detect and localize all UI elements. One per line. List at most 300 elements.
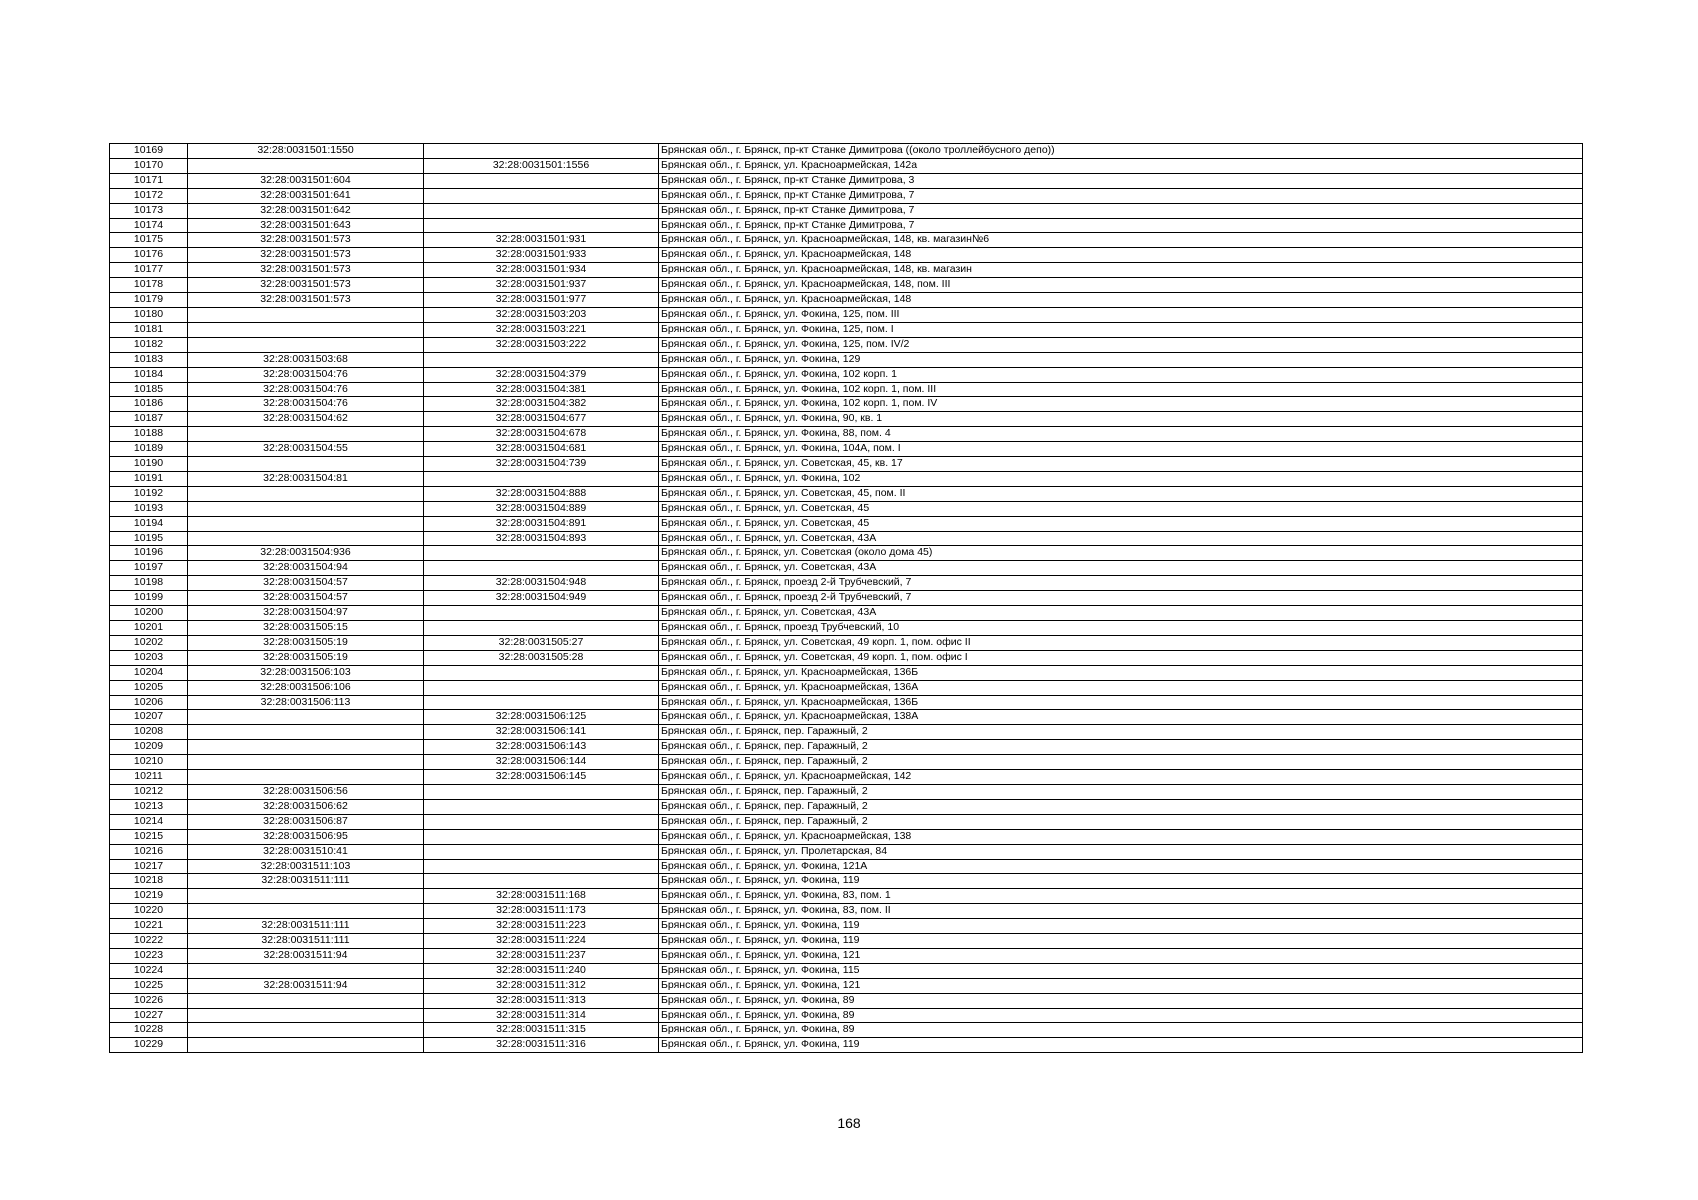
- row-number-cell: 10187: [110, 412, 188, 427]
- table-row: [110, 248, 1583, 263]
- object-cadastral-number-cell: 32:28:0031506:145: [424, 770, 659, 785]
- object-cadastral-number-cell: 32:28:0031504:379: [424, 367, 659, 382]
- address-cell: Брянская обл., г. Брянск, ул. Фокина, 89: [659, 1023, 1583, 1038]
- object-cadastral-number-cell: [424, 471, 659, 486]
- parcel-cadastral-number-cell: 32:28:0031501:573: [188, 293, 424, 308]
- object-cadastral-number-cell: 32:28:0031503:222: [424, 337, 659, 352]
- address-cell: Брянская обл., г. Брянск, ул. Фокина, 129: [659, 352, 1583, 367]
- table-row: [110, 278, 1583, 293]
- address-cell: Брянская обл., г. Брянск, ул. Фокина, 88, пом. 4: [659, 427, 1583, 442]
- object-cadastral-number-cell: 32:28:0031511:314: [424, 1008, 659, 1023]
- address-cell: Брянская обл., г. Брянск, ул. Красноармейская, 148, кв. магазин№6: [659, 233, 1583, 248]
- table-row: [110, 799, 1583, 814]
- address-cell: Брянская обл., г. Брянск, ул. Фокина, 104А, пом. I: [659, 442, 1583, 457]
- table-row: [110, 173, 1583, 188]
- address-cell: Брянская обл., г. Брянск, ул. Фокина, 125, пом. IV/2: [659, 337, 1583, 352]
- parcel-cadastral-number-cell: 32:28:0031504:55: [188, 442, 424, 457]
- address-cell: Брянская обл., г. Брянск, пер. Гаражный, 2: [659, 799, 1583, 814]
- table-row: [110, 144, 1583, 159]
- address-cell: Брянская обл., г. Брянск, ул. Фокина, 119: [659, 874, 1583, 889]
- parcel-cadastral-number-cell: [188, 457, 424, 472]
- parcel-cadastral-number-cell: [188, 158, 424, 173]
- address-cell: Брянская обл., г. Брянск, ул. Советская, 49 корп. 1, пом. офис I: [659, 650, 1583, 665]
- table-row: [110, 397, 1583, 412]
- parcel-cadastral-number-cell: 32:28:0031505:15: [188, 621, 424, 636]
- address-cell: Брянская обл., г. Брянск, ул. Фокина, 89: [659, 1008, 1583, 1023]
- parcel-cadastral-number-cell: 32:28:0031504:81: [188, 471, 424, 486]
- object-cadastral-number-cell: 32:28:0031501:1556: [424, 158, 659, 173]
- row-number-cell: 10228: [110, 1023, 188, 1038]
- object-cadastral-number-cell: 32:28:0031504:948: [424, 576, 659, 591]
- parcel-cadastral-number-cell: [188, 307, 424, 322]
- address-cell: Брянская обл., г. Брянск, пер. Гаражный, 2: [659, 755, 1583, 770]
- object-cadastral-number-cell: 32:28:0031501:931: [424, 233, 659, 248]
- object-cadastral-number-cell: 32:28:0031511:313: [424, 993, 659, 1008]
- object-cadastral-number-cell: 32:28:0031511:316: [424, 1038, 659, 1053]
- table-row: [110, 1008, 1583, 1023]
- row-number-cell: 10205: [110, 680, 188, 695]
- address-cell: Брянская обл., г. Брянск, пер. Гаражный, 2: [659, 740, 1583, 755]
- object-cadastral-number-cell: [424, 352, 659, 367]
- row-number-cell: 10173: [110, 203, 188, 218]
- table-row: [110, 367, 1583, 382]
- row-number-cell: 10229: [110, 1038, 188, 1053]
- row-number-cell: 10206: [110, 695, 188, 710]
- table-row: [110, 263, 1583, 278]
- parcel-cadastral-number-cell: 32:28:0031501:573: [188, 248, 424, 263]
- parcel-cadastral-number-cell: 32:28:0031506:56: [188, 784, 424, 799]
- address-cell: Брянская обл., г. Брянск, ул. Советская, 43А: [659, 531, 1583, 546]
- table-row: [110, 635, 1583, 650]
- address-cell: Брянская обл., г. Брянск, ул. Советская (около дома 45): [659, 546, 1583, 561]
- table-row: [110, 919, 1583, 934]
- row-number-cell: 10192: [110, 486, 188, 501]
- row-number-cell: 10189: [110, 442, 188, 457]
- address-cell: Брянская обл., г. Брянск, ул. Фокина, 115: [659, 963, 1583, 978]
- table-row: [110, 680, 1583, 695]
- address-cell: Брянская обл., г. Брянск, ул. Красноармейская, 148, пом. III: [659, 278, 1583, 293]
- row-number-cell: 10213: [110, 799, 188, 814]
- parcel-cadastral-number-cell: 32:28:0031501:573: [188, 263, 424, 278]
- table-row: [110, 233, 1583, 248]
- object-cadastral-number-cell: 32:28:0031504:381: [424, 382, 659, 397]
- address-cell: Брянская обл., г. Брянск, ул. Красноармейская, 142: [659, 770, 1583, 785]
- address-cell: Брянская обл., г. Брянск, пер. Гаражный, 2: [659, 725, 1583, 740]
- object-cadastral-number-cell: 32:28:0031506:141: [424, 725, 659, 740]
- address-cell: Брянская обл., г. Брянск, ул. Советская, 45: [659, 501, 1583, 516]
- table-row: [110, 904, 1583, 919]
- row-number-cell: 10194: [110, 516, 188, 531]
- row-number-cell: 10184: [110, 367, 188, 382]
- address-cell: Брянская обл., г. Брянск, ул. Советская, 45, пом. II: [659, 486, 1583, 501]
- object-cadastral-number-cell: 32:28:0031511:315: [424, 1023, 659, 1038]
- table-row: [110, 725, 1583, 740]
- row-number-cell: 10193: [110, 501, 188, 516]
- parcel-cadastral-number-cell: 32:28:0031501:573: [188, 233, 424, 248]
- object-cadastral-number-cell: 32:28:0031511:224: [424, 934, 659, 949]
- address-cell: Брянская обл., г. Брянск, ул. Фокина, 125, пом. I: [659, 322, 1583, 337]
- address-cell: Брянская обл., г. Брянск, ул. Фокина, 119: [659, 919, 1583, 934]
- table-row: [110, 963, 1583, 978]
- row-number-cell: 10202: [110, 635, 188, 650]
- object-cadastral-number-cell: [424, 874, 659, 889]
- row-number-cell: 10217: [110, 859, 188, 874]
- row-number-cell: 10197: [110, 561, 188, 576]
- address-cell: Брянская обл., г. Брянск, ул. Фокина, 102 корп. 1, пом. III: [659, 382, 1583, 397]
- row-number-cell: 10175: [110, 233, 188, 248]
- address-cell: Брянская обл., г. Брянск, ул. Красноармейская, 136Б: [659, 695, 1583, 710]
- object-cadastral-number-cell: 32:28:0031503:221: [424, 322, 659, 337]
- parcel-cadastral-number-cell: 32:28:0031506:103: [188, 665, 424, 680]
- row-number-cell: 10178: [110, 278, 188, 293]
- object-cadastral-number-cell: [424, 695, 659, 710]
- object-cadastral-number-cell: [424, 606, 659, 621]
- row-number-cell: 10196: [110, 546, 188, 561]
- table-row: [110, 516, 1583, 531]
- object-cadastral-number-cell: 32:28:0031511:168: [424, 889, 659, 904]
- table-row: [110, 755, 1583, 770]
- page-number: 168: [837, 1115, 861, 1131]
- address-cell: Брянская обл., г. Брянск, ул. Красноармейская, 138А: [659, 710, 1583, 725]
- parcel-cadastral-number-cell: 32:28:0031501:573: [188, 278, 424, 293]
- table-row: [110, 486, 1583, 501]
- table-row: [110, 606, 1583, 621]
- object-cadastral-number-cell: 32:28:0031503:203: [424, 307, 659, 322]
- address-cell: Брянская обл., г. Брянск, ул. Фокина, 89: [659, 993, 1583, 1008]
- address-cell: Брянская обл., г. Брянск, ул. Фокина, 83, пом. 1: [659, 889, 1583, 904]
- table-row: [110, 561, 1583, 576]
- address-cell: Брянская обл., г. Брянск, ул. Фокина, 121: [659, 948, 1583, 963]
- address-cell: Брянская обл., г. Брянск, ул. Советская, 43А: [659, 606, 1583, 621]
- parcel-cadastral-number-cell: 32:28:0031501:643: [188, 218, 424, 233]
- object-cadastral-number-cell: [424, 218, 659, 233]
- table-row: [110, 188, 1583, 203]
- object-cadastral-number-cell: 32:28:0031504:949: [424, 591, 659, 606]
- address-cell: Брянская обл., г. Брянск, пр-кт Станке Димитрова, 7: [659, 218, 1583, 233]
- row-number-cell: 10204: [110, 665, 188, 680]
- row-number-cell: 10227: [110, 1008, 188, 1023]
- parcel-cadastral-number-cell: 32:28:0031511:103: [188, 859, 424, 874]
- table-row: [110, 591, 1583, 606]
- row-number-cell: 10186: [110, 397, 188, 412]
- address-cell: Брянская обл., г. Брянск, пр-кт Станке Димитрова ((около троллейбусного депо)): [659, 144, 1583, 159]
- row-number-cell: 10183: [110, 352, 188, 367]
- table-row: [110, 993, 1583, 1008]
- table-row: [110, 1038, 1583, 1053]
- table-row: [110, 442, 1583, 457]
- object-cadastral-number-cell: [424, 859, 659, 874]
- row-number-cell: 10181: [110, 322, 188, 337]
- parcel-cadastral-number-cell: 32:28:0031506:87: [188, 814, 424, 829]
- table-row: [110, 337, 1583, 352]
- object-cadastral-number-cell: [424, 621, 659, 636]
- row-number-cell: 10174: [110, 218, 188, 233]
- parcel-cadastral-number-cell: [188, 904, 424, 919]
- parcel-cadastral-number-cell: 32:28:0031504:57: [188, 591, 424, 606]
- table-row: [110, 948, 1583, 963]
- object-cadastral-number-cell: [424, 784, 659, 799]
- table-row: [110, 546, 1583, 561]
- address-cell: Брянская обл., г. Брянск, ул. Фокина, 119: [659, 934, 1583, 949]
- table-row: [110, 934, 1583, 949]
- parcel-cadastral-number-cell: 32:28:0031511:111: [188, 874, 424, 889]
- parcel-cadastral-number-cell: [188, 427, 424, 442]
- table-row: [110, 621, 1583, 636]
- parcel-cadastral-number-cell: [188, 725, 424, 740]
- table-row: [110, 307, 1583, 322]
- address-cell: Брянская обл., г. Брянск, ул. Фокина, 121А: [659, 859, 1583, 874]
- address-cell: Брянская обл., г. Брянск, ул. Фокина, 102: [659, 471, 1583, 486]
- table-row: [110, 844, 1583, 859]
- row-number-cell: 10180: [110, 307, 188, 322]
- address-cell: Брянская обл., г. Брянск, ул. Фокина, 102 корп. 1: [659, 367, 1583, 382]
- object-cadastral-number-cell: [424, 546, 659, 561]
- row-number-cell: 10226: [110, 993, 188, 1008]
- address-cell: Брянская обл., г. Брянск, ул. Фокина, 125, пом. III: [659, 307, 1583, 322]
- address-cell: Брянская обл., г. Брянск, пер. Гаражный, 2: [659, 814, 1583, 829]
- row-number-cell: 10190: [110, 457, 188, 472]
- row-number-cell: 10191: [110, 471, 188, 486]
- row-number-cell: 10214: [110, 814, 188, 829]
- row-number-cell: 10209: [110, 740, 188, 755]
- parcel-cadastral-number-cell: 32:28:0031506:62: [188, 799, 424, 814]
- object-cadastral-number-cell: [424, 680, 659, 695]
- parcel-cadastral-number-cell: [188, 337, 424, 352]
- parcel-cadastral-number-cell: 32:28:0031504:57: [188, 576, 424, 591]
- address-cell: Брянская обл., г. Брянск, ул. Советская, 49 корп. 1, пом. офис II: [659, 635, 1583, 650]
- address-cell: Брянская обл., г. Брянск, пр-кт Станке Димитрова, 3: [659, 173, 1583, 188]
- row-number-cell: 10199: [110, 591, 188, 606]
- row-number-cell: 10172: [110, 188, 188, 203]
- parcel-cadastral-number-cell: 32:28:0031511:94: [188, 978, 424, 993]
- table-row: [110, 352, 1583, 367]
- parcel-cadastral-number-cell: 32:28:0031501:641: [188, 188, 424, 203]
- object-cadastral-number-cell: 32:28:0031504:678: [424, 427, 659, 442]
- parcel-cadastral-number-cell: [188, 710, 424, 725]
- parcel-cadastral-number-cell: 32:28:0031501:642: [188, 203, 424, 218]
- table-row: [110, 293, 1583, 308]
- address-cell: Брянская обл., г. Брянск, ул. Советская, 45: [659, 516, 1583, 531]
- table-row: [110, 695, 1583, 710]
- parcel-cadastral-number-cell: 32:28:0031506:95: [188, 829, 424, 844]
- address-cell: Брянская обл., г. Брянск, ул. Пролетарская, 84: [659, 844, 1583, 859]
- parcel-cadastral-number-cell: [188, 993, 424, 1008]
- parcel-cadastral-number-cell: 32:28:0031503:68: [188, 352, 424, 367]
- object-cadastral-number-cell: 32:28:0031504:739: [424, 457, 659, 472]
- address-cell: Брянская обл., г. Брянск, пер. Гаражный, 2: [659, 784, 1583, 799]
- table-row: [110, 650, 1583, 665]
- object-cadastral-number-cell: 32:28:0031506:144: [424, 755, 659, 770]
- row-number-cell: 10220: [110, 904, 188, 919]
- object-cadastral-number-cell: 32:28:0031504:889: [424, 501, 659, 516]
- row-number-cell: 10211: [110, 770, 188, 785]
- parcel-cadastral-number-cell: 32:28:0031506:106: [188, 680, 424, 695]
- parcel-cadastral-number-cell: 32:28:0031504:76: [188, 397, 424, 412]
- row-number-cell: 10225: [110, 978, 188, 993]
- row-number-cell: 10185: [110, 382, 188, 397]
- table-row: [110, 531, 1583, 546]
- parcel-cadastral-number-cell: 32:28:0031506:113: [188, 695, 424, 710]
- object-cadastral-number-cell: 32:28:0031501:937: [424, 278, 659, 293]
- table-row: [110, 859, 1583, 874]
- parcel-cadastral-number-cell: 32:28:0031504:76: [188, 382, 424, 397]
- parcel-cadastral-number-cell: [188, 770, 424, 785]
- object-cadastral-number-cell: [424, 173, 659, 188]
- parcel-cadastral-number-cell: [188, 486, 424, 501]
- row-number-cell: 10182: [110, 337, 188, 352]
- address-cell: Брянская обл., г. Брянск, ул. Красноармейская, 148: [659, 248, 1583, 263]
- address-cell: Брянская обл., г. Брянск, проезд Трубчевский, 10: [659, 621, 1583, 636]
- object-cadastral-number-cell: [424, 203, 659, 218]
- address-cell: Брянская обл., г. Брянск, ул. Фокина, 119: [659, 1038, 1583, 1053]
- table-row: [110, 784, 1583, 799]
- parcel-cadastral-number-cell: [188, 1038, 424, 1053]
- address-cell: Брянская обл., г. Брянск, ул. Красноармейская, 136А: [659, 680, 1583, 695]
- row-number-cell: 10198: [110, 576, 188, 591]
- address-cell: Брянская обл., г. Брянск, пр-кт Станке Димитрова, 7: [659, 188, 1583, 203]
- parcel-cadastral-number-cell: 32:28:0031504:936: [188, 546, 424, 561]
- parcel-cadastral-number-cell: 32:28:0031504:62: [188, 412, 424, 427]
- row-number-cell: 10210: [110, 755, 188, 770]
- table-row: [110, 1023, 1583, 1038]
- row-number-cell: 10195: [110, 531, 188, 546]
- parcel-cadastral-number-cell: 32:28:0031510:41: [188, 844, 424, 859]
- address-cell: Брянская обл., г. Брянск, проезд 2-й Трубчевский, 7: [659, 591, 1583, 606]
- parcel-cadastral-number-cell: 32:28:0031504:97: [188, 606, 424, 621]
- parcel-cadastral-number-cell: [188, 755, 424, 770]
- parcel-cadastral-number-cell: [188, 1008, 424, 1023]
- parcel-cadastral-number-cell: 32:28:0031505:19: [188, 635, 424, 650]
- table-row: [110, 665, 1583, 680]
- address-cell: Брянская обл., г. Брянск, ул. Советская, 45, кв. 17: [659, 457, 1583, 472]
- object-cadastral-number-cell: 32:28:0031504:888: [424, 486, 659, 501]
- table-row: [110, 710, 1583, 725]
- object-cadastral-number-cell: [424, 799, 659, 814]
- parcel-cadastral-number-cell: [188, 889, 424, 904]
- object-cadastral-number-cell: 32:28:0031504:893: [424, 531, 659, 546]
- object-cadastral-number-cell: 32:28:0031506:143: [424, 740, 659, 755]
- parcel-cadastral-number-cell: [188, 531, 424, 546]
- object-cadastral-number-cell: 32:28:0031501:933: [424, 248, 659, 263]
- address-cell: Брянская обл., г. Брянск, ул. Красноармейская, 148: [659, 293, 1583, 308]
- row-number-cell: 10203: [110, 650, 188, 665]
- parcel-cadastral-number-cell: [188, 963, 424, 978]
- registry-table: [109, 143, 1583, 1053]
- parcel-cadastral-number-cell: 32:28:0031505:19: [188, 650, 424, 665]
- object-cadastral-number-cell: 32:28:0031511:237: [424, 948, 659, 963]
- object-cadastral-number-cell: 32:28:0031504:681: [424, 442, 659, 457]
- parcel-cadastral-number-cell: [188, 322, 424, 337]
- table-row: [110, 322, 1583, 337]
- object-cadastral-number-cell: 32:28:0031504:382: [424, 397, 659, 412]
- object-cadastral-number-cell: 32:28:0031511:173: [424, 904, 659, 919]
- row-number-cell: 10188: [110, 427, 188, 442]
- row-number-cell: 10170: [110, 158, 188, 173]
- row-number-cell: 10219: [110, 889, 188, 904]
- table-row: [110, 471, 1583, 486]
- table-row: [110, 978, 1583, 993]
- object-cadastral-number-cell: 32:28:0031501:934: [424, 263, 659, 278]
- object-cadastral-number-cell: 32:28:0031504:677: [424, 412, 659, 427]
- row-number-cell: 10169: [110, 144, 188, 159]
- row-number-cell: 10222: [110, 934, 188, 949]
- parcel-cadastral-number-cell: 32:28:0031501:1550: [188, 144, 424, 159]
- table-row: [110, 889, 1583, 904]
- object-cadastral-number-cell: 32:28:0031511:240: [424, 963, 659, 978]
- table-row: [110, 740, 1583, 755]
- row-number-cell: 10224: [110, 963, 188, 978]
- object-cadastral-number-cell: [424, 844, 659, 859]
- object-cadastral-number-cell: 32:28:0031511:223: [424, 919, 659, 934]
- object-cadastral-number-cell: 32:28:0031504:891: [424, 516, 659, 531]
- table-row: [110, 158, 1583, 173]
- row-number-cell: 10212: [110, 784, 188, 799]
- table-row: [110, 814, 1583, 829]
- table-row: [110, 203, 1583, 218]
- parcel-cadastral-number-cell: 32:28:0031511:94: [188, 948, 424, 963]
- object-cadastral-number-cell: 32:28:0031511:312: [424, 978, 659, 993]
- row-number-cell: 10171: [110, 173, 188, 188]
- row-number-cell: 10218: [110, 874, 188, 889]
- parcel-cadastral-number-cell: [188, 1023, 424, 1038]
- row-number-cell: 10176: [110, 248, 188, 263]
- address-cell: Брянская обл., г. Брянск, ул. Красноармейская, 136Б: [659, 665, 1583, 680]
- row-number-cell: 10207: [110, 710, 188, 725]
- registry-table-body: [110, 144, 1583, 1053]
- parcel-cadastral-number-cell: 32:28:0031504:76: [188, 367, 424, 382]
- object-cadastral-number-cell: [424, 814, 659, 829]
- table-row: [110, 427, 1583, 442]
- table-row: [110, 412, 1583, 427]
- table-row: [110, 457, 1583, 472]
- table-row: [110, 829, 1583, 844]
- address-cell: Брянская обл., г. Брянск, пр-кт Станке Димитрова, 7: [659, 203, 1583, 218]
- parcel-cadastral-number-cell: 32:28:0031504:94: [188, 561, 424, 576]
- address-cell: Брянская обл., г. Брянск, ул. Красноармейская, 138: [659, 829, 1583, 844]
- address-cell: Брянская обл., г. Брянск, ул. Фокина, 90, кв. 1: [659, 412, 1583, 427]
- table-row: [110, 218, 1583, 233]
- address-cell: Брянская обл., г. Брянск, ул. Фокина, 83, пом. II: [659, 904, 1583, 919]
- row-number-cell: 10201: [110, 621, 188, 636]
- row-number-cell: 10208: [110, 725, 188, 740]
- address-cell: Брянская обл., г. Брянск, проезд 2-й Трубчевский, 7: [659, 576, 1583, 591]
- object-cadastral-number-cell: [424, 188, 659, 203]
- object-cadastral-number-cell: 32:28:0031501:977: [424, 293, 659, 308]
- row-number-cell: 10221: [110, 919, 188, 934]
- parcel-cadastral-number-cell: 32:28:0031511:111: [188, 919, 424, 934]
- table-row: [110, 770, 1583, 785]
- table-row: [110, 501, 1583, 516]
- object-cadastral-number-cell: [424, 665, 659, 680]
- object-cadastral-number-cell: [424, 829, 659, 844]
- parcel-cadastral-number-cell: [188, 516, 424, 531]
- object-cadastral-number-cell: 32:28:0031505:28: [424, 650, 659, 665]
- object-cadastral-number-cell: 32:28:0031506:125: [424, 710, 659, 725]
- row-number-cell: 10216: [110, 844, 188, 859]
- address-cell: Брянская обл., г. Брянск, ул. Советская, 43А: [659, 561, 1583, 576]
- row-number-cell: 10223: [110, 948, 188, 963]
- parcel-cadastral-number-cell: 32:28:0031501:604: [188, 173, 424, 188]
- address-cell: Брянская обл., г. Брянск, ул. Фокина, 121: [659, 978, 1583, 993]
- object-cadastral-number-cell: [424, 144, 659, 159]
- table-row: [110, 576, 1583, 591]
- parcel-cadastral-number-cell: [188, 740, 424, 755]
- row-number-cell: 10177: [110, 263, 188, 278]
- address-cell: Брянская обл., г. Брянск, ул. Красноармейская, 142а: [659, 158, 1583, 173]
- row-number-cell: 10215: [110, 829, 188, 844]
- table-row: [110, 382, 1583, 397]
- address-cell: Брянская обл., г. Брянск, ул. Красноармейская, 148, кв. магазин: [659, 263, 1583, 278]
